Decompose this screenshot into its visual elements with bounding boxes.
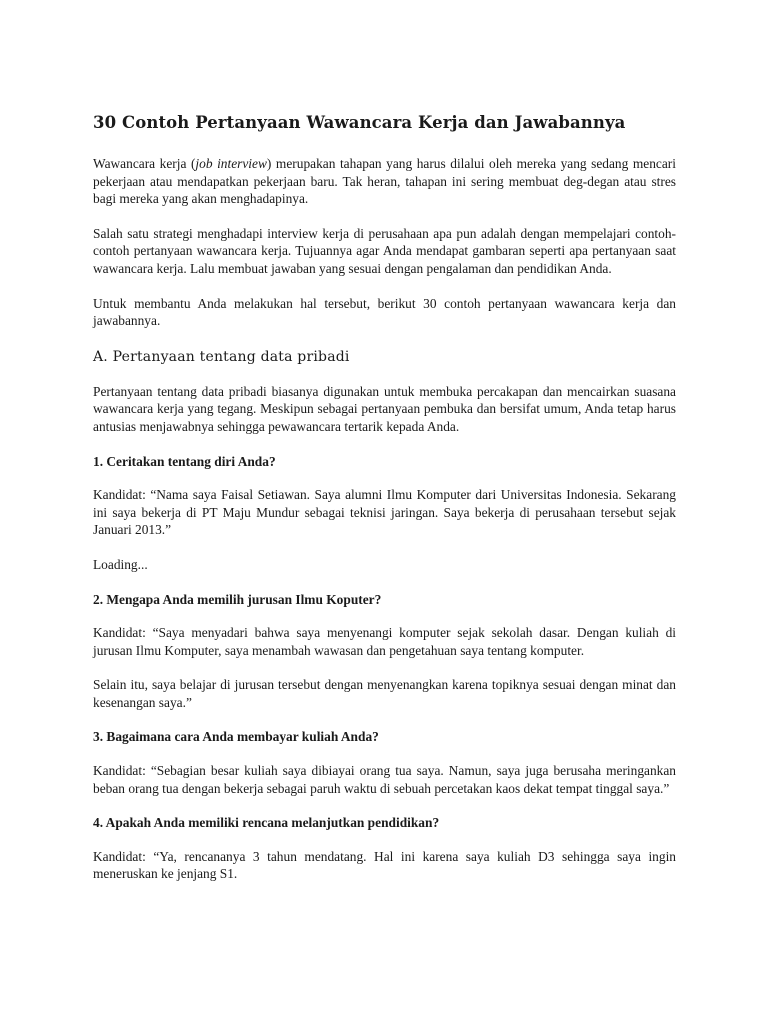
intro-italic-term: job interview — [195, 156, 267, 171]
question-1: 1. Ceritakan tentang diri Anda? — [93, 453, 276, 469]
answer-3: Kandidat: “Sebagian besar kuliah saya dibiayai orang tua saya. Namun, saya juga berusaha meringankan beban orang tua dengan bekerja sebagai paruh waktu di sebuah percetakan kaos dekat tempat tinggal saya.” — [93, 763, 676, 796]
document-page — [93, 112, 676, 900]
section-a-heading: A. Pertanyaan tentang data pribadi — [93, 348, 350, 365]
intro-text-after: ) merupakan tahapan yang harus dilalui oleh mereka yang sedang mencari pekerjaan atau mendapatkan pekerjaan baru. Tak heran, tahapan ini sering membuat deg-degan atau stres bagi mereka yang akan menghadapinya. — [93, 156, 676, 207]
intro-paragraph-3: Untuk membantu Anda melakukan hal tersebut, berikut 30 contoh pertanyaan wawancara kerja dan jawabannya. — [93, 295, 676, 329]
question-4: 4. Apakah Anda memiliki rencana melanjutkan pendidikan? — [93, 815, 440, 831]
question-2: 2. Mengapa Anda memilih jurusan Ilmu Koputer? — [93, 591, 382, 607]
intro-paragraph-1 — [93, 155, 676, 208]
answer-4: Kandidat: “Ya, rencananya 3 tahun mendatang. Hal ini karena saya kuliah D3 sehingga saya ingin meneruskan ke jenjang S1. — [93, 848, 676, 882]
document-title: 30 Contoh Pertanyaan Wawancara Kerja dan Jawabannya — [93, 113, 626, 132]
answer-2-continued: Selain itu, saya belajar di jurusan tersebut dengan menyenangkan karena topiknya sesuai dengan minat dan kesenangan saya.” — [93, 677, 676, 710]
section-a-intro: Pertanyaan tentang data pribadi biasanya digunakan untuk membuka percakapan dan mencairkan suasana wawancara kerja yang tegang. Meskipun sebagai pertanyaan pembuka dan bersifat umum, Anda tetap harus antusias menjawabnya sehingga pewawancara tertarik kepada Anda. — [93, 383, 676, 434]
intro-text-before: Wawancara kerja ( — [93, 156, 196, 171]
answer-1: Kandidat: “Nama saya Faisal Setiawan. Saya alumni Ilmu Komputer dari Universitas Indonesia. Sekarang ini saya bekerja di PT Maju Mundur sebagai teknisi jaringan. Saya bekerja di perusahaan tersebut sejak Januari 2013.” — [93, 487, 676, 538]
loading-indicator: Loading... — [93, 556, 148, 572]
answer-2: Kandidat: “Saya menyadari bahwa saya menyenangi komputer sejak sekolah dasar. Dengan kuliah di jurusan Ilmu Komputer, saya menambah wawasan dan pengetahuan saya tentang komputer. — [93, 625, 676, 658]
question-3: 3. Bagaimana cara Anda membayar kuliah Anda? — [93, 729, 379, 745]
intro-paragraph-2: Salah satu strategi menghadapi interview kerja di perusahaan apa pun adalah dengan mempelajari contoh-contoh pertanyaan wawancara kerja. Tujuannya agar Anda mendapat gambaran seperti apa pertanyaan saat wawancara kerja. Lalu membuat jawaban yang sesuai dengan pengalaman dan pendidikan Anda. — [93, 225, 676, 276]
